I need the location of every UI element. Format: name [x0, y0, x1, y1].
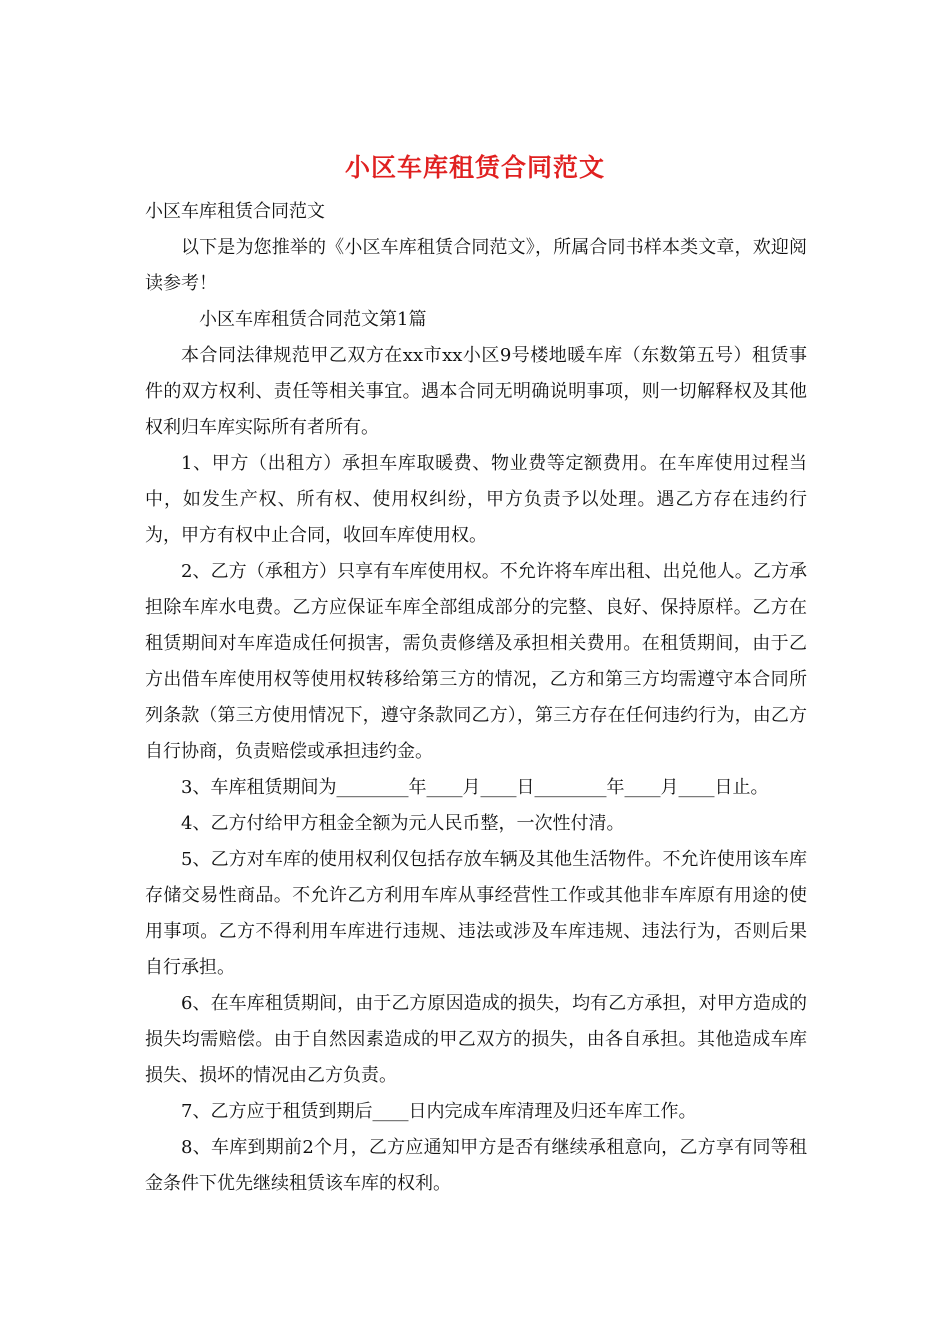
- clause-6: 6、在车库租赁期间，由于乙方原因造成的损失，均有乙方承担，对甲方造成的损失均需赔偿。由于自然因素造成的甲乙双方的损失，由各自承担。其他造成车库损失、损坏的情况由乙方负责。: [145, 993, 807, 1086]
- document-body: [145, 194, 807, 1202]
- clause-3: 3、车库租赁期间为________年____月____日________年____月____日止。: [181, 777, 769, 798]
- document-title: 小区车库租赁合同范文: [344, 153, 605, 182]
- clause-7: 7、乙方应于租赁到期后____日内完成车库清理及归还车库工作。: [181, 1101, 697, 1122]
- clause-8: 8、车库到期前2个月，乙方应通知甲方是否有继续承租意向，乙方享有同等租金条件下优先继续租赁该车库的权利。: [145, 1137, 807, 1194]
- clause-2: 2、乙方（承租方）只享有车库使用权。不允许将车库出租、出兑他人。乙方承担除车库水电费。乙方应保证车库全部组成部分的完整、良好、保持原样。乙方在租赁期间对车库造成任何损害，需负责修缮及承担相关费用。在租赁期间，由于乙方出借车库使用权等使用权转移给第三方的情况，乙方和第三方均需遵守本合同所列条款（第三方使用情况下，遵守条款同乙方），第三方存在任何违约行为，由乙方自行协商，负责赔偿或承担违约金。: [145, 561, 807, 762]
- preamble-paragraph: 本合同法律规范甲乙双方在xx市xx小区9号楼地暖车库（东数第五号）租赁事件的双方权利、责任等相关事宜。遇本合同无明确说明事项，则一切解释权及其他权利归车库实际所有者所有。: [145, 345, 807, 438]
- clause-5: 5、乙方对车库的使用权利仅包括存放车辆及其他生活物件。不允许使用该车库存储交易性商品。不允许乙方利用车库从事经营性工作或其他非车库原有用途的使用事项。乙方不得利用车库进行违规、违法或涉及车库违规、违法行为，否则后果自行承担。: [145, 849, 807, 978]
- subtitle-paragraph: 小区车库租赁合同范文: [145, 201, 325, 222]
- intro-paragraph: 以下是为您推举的《小区车库租赁合同范文》，所属合同书样本类文章，欢迎阅读参考！: [145, 237, 807, 294]
- section-heading: 小区车库租赁合同范文第1篇: [199, 309, 427, 330]
- clause-4: 4、乙方付给甲方租金全额为元人民币整，一次性付清。: [181, 813, 625, 834]
- clause-1: 1、甲方（出租方）承担车库取暖费、物业费等定额费用。在车库使用过程当中，如发生产权、所有权、使用权纠纷，甲方负责予以处理。遇乙方存在违约行为，甲方有权中止合同，收回车库使用权。: [145, 453, 807, 546]
